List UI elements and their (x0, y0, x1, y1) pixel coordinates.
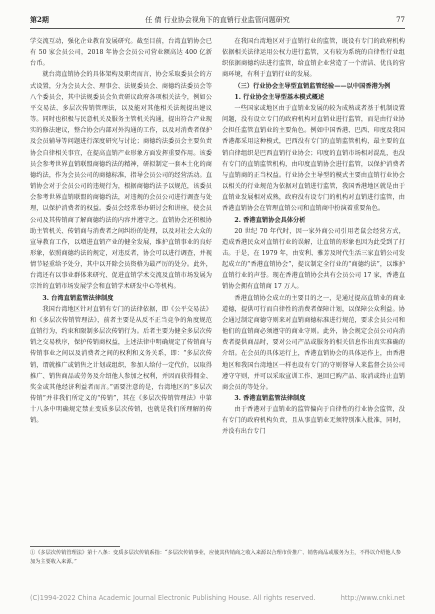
copyright-notice: (C)1994-2022 China Academic Journal Electronic Publishing House. All rights reserved. (30, 594, 316, 602)
subsection-heading: 3. 香港直销监管法律制度 (234, 395, 306, 402)
section-heading: （三）行业协会主导型直销监管经验——以中国香港为例 (234, 82, 391, 90)
paragraph: 一些国家或地区由于直销业发展的较为成熟或者基于机制设置问题，没有设立专门的政府机构对直销业进行监管，而是由行业协会担任监管直销业的主要角色。例如中国香港、巴西、印度及我国香港都采用这种模式，巴西没有专门的直销监管机构，最主要的直销自律组织是巴西直销行业协会；印度的直销市场相对混乱，也没有专门的直销监管机构，由印度直销协会进行监管，以保护消费者与直销商的正当权益。行业协会主导型的模式主要由直销行业协会以相关的行业规范为依据对直销进行监管，我国香港地区就是由于直销业发展相对成熟，政府没有设专门的机构对直销进行监管，由香港直销协会在管理直销公司和直销商中扮演着重要角色。 (222, 104, 405, 213)
cnki-url: http://www.cnki.net (340, 594, 405, 602)
paragraph: 在我国台湾地区对于直销行业的监管，既设有专门的政府机构依据相关法律运用公权力进行监管，又有较为系统的自律性行业组织依据商德约法进行监管，给直销企业营造了一个清洁、优良的营商环境，有利于直销行业的发展。 (222, 38, 405, 79)
paragraph: 学交流互动，强化企业教育发展研究。截至目前，台湾直销协会已有 50 家会员公司，2018 年协会会员公司营业额高达 400 亿新台币。 (30, 38, 212, 68)
issue-number: 第2期 (30, 15, 49, 24)
footnote: ①《多层次传销管理法》第十八条：变质多层次传销系指：“多层次传销事业，应使其传销商之收入来源以合理市价推广、销售商品或服务为主，不得以介绍他人参加为主要收入来源。” (30, 550, 401, 565)
paragraph: 20 世纪 70 年代时，因一家外商公司引用老鼠会经营方式，造成香港民众对直销行业的误解，让直销的形象也因为此受到了打击。于是，在 1979 年，由安利、雅芳及时代生活三家直销公司发起成立的“香港直销协会”，提议制定全行业的“商德约法”，以维护直销行业的声誉。现在香港直销协会共有会员公司 17 家，香港直销协会拥有直销商 17 万人。 (222, 227, 405, 291)
paragraph: 就台湾直销协会的具体架构及职责而言，协会采取委员会的方式设置，分为会员大会、理事会、法规委员会、商德约法委员会等八个委员会，其中法规委员会负责研议政府各项相关法令，例如公平交易法、多层次传销管理法，以及能对其他相关法规提出建议等。同时也积极与民意机关及服务主管机关沟通，提出符合产业现实的修法建议，整合协会内部对外沟通的工作，以及对消费者保护及会员辅导等问题进行深度研究与讨论；商德约法委员会主要负责协会自律相关事宜，在提高直销产业形象方面发挥重要作用。该委员会参考世界直销联盟商德约法的精神，研拟制定一套本土化的商德约法，作为会员公司的商德标准，指导会员公司的经营活动。直销协会对于会员公司的违规行为，根据商德约法予以规范，该委员会参考世界直销联盟的商德约法，对违规的会员公司进行调查与处理，以保护消费者的权益。委员会经常举办研讨会和讲座，使会员公司及其传销商了解商德约法的内容并遵守之。直销协会还积极协助主管机关、传销商与消费者之间纠纷的处理，以及对社会大众的宣导教育工作，以增进直销产业的健全发展，维护直销事业的良好形象，依照商德约法的规定，对违反者，协会可以进行调查，并视情节轻重给予处分，其中以开除会员资格为最严厉的处分。此外，台湾还有以事业群体来研究、促进直销学术交流及直销市场发展为宗旨的直销市场发展学会和直销学术研发中心等机构。 (30, 71, 212, 291)
subsection-heading: 1. 行业协会主导型基本模式概述 (234, 93, 325, 101)
paragraph: 由于香港对于直销业的监管偏向于自律性的行业协会监管，没有专门的政府机构负责，且从事直销业无须特别准入批准，同时，并没有出台专门 (222, 406, 405, 436)
subsection-heading: 2. 香港直销协会具体分析 (234, 216, 306, 224)
section-heading: 3. 台湾直销监管法律制度 (42, 294, 114, 302)
footnote-divider (30, 546, 120, 547)
right-column (222, 36, 405, 438)
left-column (30, 36, 212, 426)
page-number: 77 (396, 16, 405, 24)
running-title: 任 倩 行业协会视角下的直销行业监管问题研究 (145, 16, 290, 24)
paragraph: 香港直销协会成立的主要目的之一，是通过提高直销业的商业道德，提供可行而自律性的消费者保障计划，以保障公众利益。协会通过制定商德守则来对直销商德标准进行规范，要求会员公司和他们的直销商必须遵守的商业守则。此外，协会规定会员公司向消费者提供商品时，要对公司产品或服务的相关信息作出真实准确的介绍。在会员的具体运行上，香港直销协会的具体运作上，由香港地区和我国台湾地区一样也设有专门的守则督导人来监督会员公司遵守守则，并可以采取宣训工作、退回已购产品、取消或终止直销商会员的等处分。 (222, 294, 405, 391)
running-header (30, 14, 405, 29)
cnki-watermark (30, 594, 405, 602)
paragraph: 我国台湾地区针对直销有专门的法律依据，即《公平交易法》和《多层次传销管理法》，前者主要是从反不正当竞争的角度规范直销行为，约束和限制多层次传销行为。后者主要为健全多层次传销之交易秩序，保护传销商权益，上述法律中明确规定了传销商与传销事业之间以及消费者之间的权利和义务关系，即：“多层次传销，谓就推广或销售之计划或组织，参加人给付一定代价，以取得推广、销售商品或劳务及介绍他人参加之权利，并因而获得佣金、奖金或其他经济利益者而言。”需要注意的是，台湾地区的“多层次传销”并非我们所定义的“传销”，其在《多层次传销管理法》中第十八条中明确规定禁止变质多层次传销，也就是我们所理解的传销。 (30, 305, 212, 425)
